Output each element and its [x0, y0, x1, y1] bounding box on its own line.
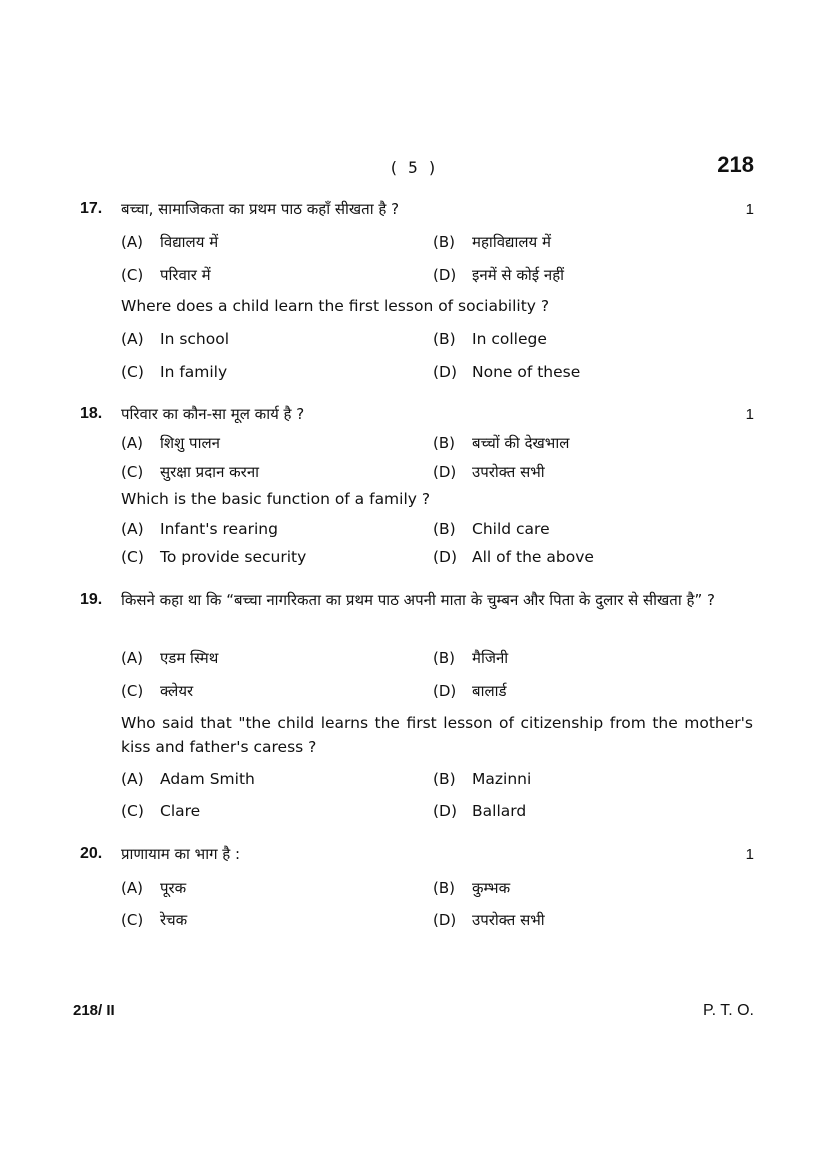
question-text-hindi: परिवार का कौन-सा मूल कार्य है ?: [121, 405, 305, 423]
option-text: मैजिनी: [472, 649, 509, 667]
option-a-hindi: [121, 232, 218, 252]
footer-paper-code: 218/ II: [73, 1002, 115, 1019]
footer-pto: P. T. O.: [703, 1002, 754, 1019]
option-d-hindi: [433, 910, 545, 930]
option-b-hindi: [433, 878, 510, 898]
question-number: 17.: [80, 200, 103, 217]
option-label: (A): [121, 434, 143, 452]
option-text: Clare: [160, 802, 201, 820]
option-label: (B): [433, 233, 455, 251]
option-label: (C): [121, 548, 144, 566]
option-c-english: [121, 802, 200, 820]
option-label: (B): [433, 434, 455, 452]
option-text: उपरोक्त सभी: [472, 463, 545, 481]
option-text: All of the above: [472, 548, 594, 566]
option-label: (C): [121, 682, 144, 700]
option-b-hindi: [433, 232, 551, 252]
option-a-english: [121, 770, 255, 788]
option-a-hindi: [121, 878, 186, 898]
option-c-hindi: [121, 910, 187, 930]
option-text: In family: [160, 363, 228, 381]
option-label: (B): [433, 330, 456, 348]
option-label: (A): [121, 233, 143, 251]
option-text: Child care: [472, 520, 550, 538]
question-marks: 1: [745, 406, 754, 423]
option-a-english: [121, 520, 278, 538]
option-a-hindi: [121, 648, 218, 668]
option-text: None of these: [472, 363, 581, 381]
question-marks: 1: [745, 201, 754, 218]
option-label: (A): [121, 879, 143, 897]
question-text-english: Where does a child learn the first lesson of sociability ?: [121, 297, 550, 315]
option-d-hindi: [433, 681, 507, 701]
option-text: एडम स्मिथ: [160, 649, 219, 667]
question-number: 18.: [80, 405, 103, 422]
option-label: (D): [433, 463, 457, 481]
option-text: रेचक: [160, 911, 188, 929]
option-text: परिवार में: [160, 266, 211, 284]
option-text: बच्चों की देखभाल: [472, 434, 570, 452]
option-d-english: [433, 548, 594, 566]
option-b-english: [433, 330, 547, 348]
question-marks: 1: [745, 846, 754, 863]
option-c-english: [121, 363, 227, 381]
option-text: Ballard: [472, 802, 527, 820]
option-c-hindi: [121, 265, 211, 285]
option-b-hindi: [433, 648, 508, 668]
option-label: (D): [433, 911, 457, 929]
question-text-english: Which is the basic function of a family ?: [121, 490, 431, 508]
option-text: महाविद्यालय में: [472, 233, 551, 251]
option-d-english: [433, 802, 526, 820]
option-c-hindi: [121, 681, 193, 701]
option-text: Adam Smith: [160, 770, 255, 788]
question-number: 20.: [80, 845, 103, 862]
option-c-english: [121, 548, 306, 566]
paper-code: 218: [717, 152, 754, 177]
option-label: (C): [121, 911, 144, 929]
option-c-hindi: [121, 462, 259, 482]
option-text: उपरोक्त सभी: [472, 911, 545, 929]
option-label: (C): [121, 463, 144, 481]
option-label: (C): [121, 266, 144, 284]
question-number: 19.: [80, 591, 103, 608]
option-text: पूरक: [160, 879, 187, 897]
option-label: (B): [433, 770, 456, 788]
question-text-hindi: प्राणायाम का भाग है :: [121, 845, 241, 863]
question-text-english: Who said that "the child learns the first lesson of citizenship from the mother's kiss and father's caress ?: [121, 714, 753, 756]
option-b-english: [433, 770, 531, 788]
option-text: Infant's rearing: [160, 520, 278, 538]
option-text: In college: [472, 330, 547, 348]
option-label: (A): [121, 520, 144, 538]
option-label: (D): [433, 548, 458, 566]
option-label: (A): [121, 770, 144, 788]
option-d-hindi: [433, 265, 564, 285]
option-text: Mazinni: [472, 770, 532, 788]
option-text: बालार्ड: [472, 682, 507, 700]
option-text: इनमें से कोई नहीं: [472, 266, 565, 284]
option-b-hindi: [433, 433, 569, 453]
option-a-english: [121, 330, 229, 348]
option-text: To provide security: [160, 548, 307, 566]
option-label: (B): [433, 520, 456, 538]
option-label: (C): [121, 802, 144, 820]
option-a-hindi: [121, 433, 220, 453]
option-text: विद्यालय में: [160, 233, 219, 251]
option-text: सुरक्षा प्रदान करना: [160, 463, 260, 481]
option-label: (D): [433, 363, 458, 381]
option-d-hindi: [433, 462, 545, 482]
option-label: (B): [433, 649, 455, 667]
option-label: (C): [121, 363, 144, 381]
option-label: (A): [121, 649, 143, 667]
option-text: शिशु पालन: [160, 434, 220, 452]
option-label: (D): [433, 802, 458, 820]
option-d-english: [433, 363, 580, 381]
question-text-hindi: किसने कहा था कि “बच्चा नागरिकता का प्रथम पाठ अपनी माता के चुम्बन और पिता के दुलार से सीखता है” ?: [121, 591, 715, 609]
option-label: (B): [433, 879, 455, 897]
option-label: (A): [121, 330, 144, 348]
option-text: क्लेयर: [160, 682, 194, 700]
option-text: In school: [160, 330, 230, 348]
option-label: (D): [433, 266, 457, 284]
option-label: (D): [433, 682, 457, 700]
option-b-english: [433, 520, 550, 538]
page-number: ( 5 ): [388, 158, 438, 177]
option-text: कुम्भक: [472, 879, 511, 897]
question-text-hindi: बच्चा, सामाजिकता का प्रथम पाठ कहाँ सीखता है ?: [121, 200, 400, 218]
